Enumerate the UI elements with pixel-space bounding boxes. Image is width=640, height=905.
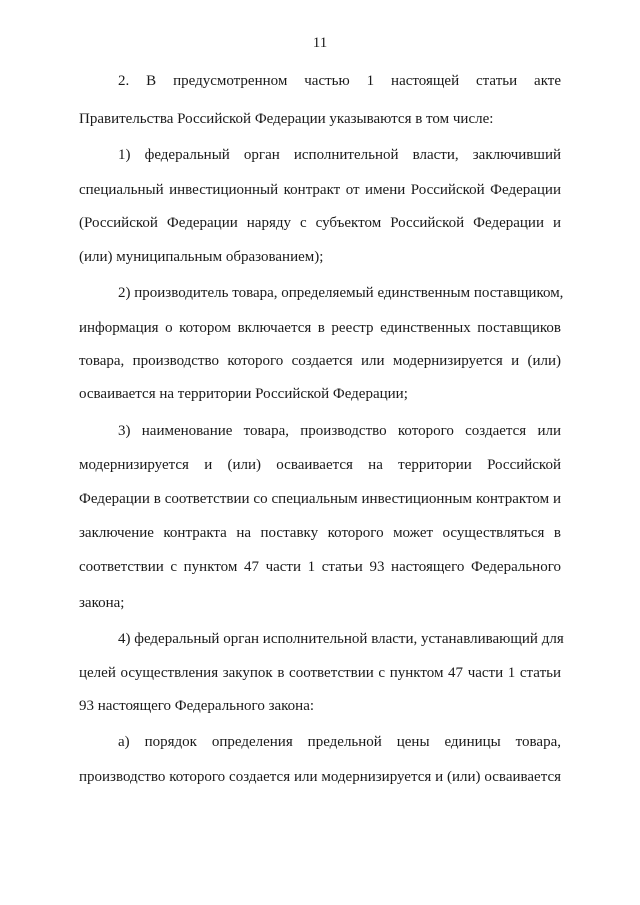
text-line: целей осуществления закупок в соответствии с пунктом 47 части 1 статьи: [79, 665, 561, 681]
text-line: соответствии с пунктом 47 части 1 статьи 93 настоящего Федерального: [79, 559, 561, 575]
text-line: 2) производитель товара, определяемый единственным поставщиком,: [118, 285, 564, 301]
text-line: модернизируется и (или) осваивается на территории Российской: [79, 457, 561, 473]
text-line: закона;: [79, 595, 125, 611]
text-line: 4) федеральный орган исполнительной власти, устанавливающий для: [118, 631, 564, 647]
text-line: 2. В предусмотренном частью 1 настоящей статьи акте: [118, 73, 561, 89]
page-number: 11: [312, 35, 328, 51]
text-line: Правительства Российской Федерации указываются в том числе:: [79, 111, 494, 127]
text-line: информация о котором включается в реестр единственных поставщиков: [79, 320, 561, 336]
text-line: Федерации в соответствии со специальным инвестиционным контрактом и: [79, 491, 561, 507]
text-line: производство которого создается или модернизируется и (или) осваивается: [79, 769, 561, 785]
text-line: заключение контракта на поставку которого может осуществляться в: [79, 525, 561, 541]
text-line: 3) наименование товара, производство которого создается или: [118, 423, 561, 439]
text-line: (Российской Федерации наряду с субъектом Российской Федерации и: [79, 215, 561, 231]
text-line: (или) муниципальным образованием);: [79, 249, 324, 265]
text-line: товара, производство которого создается или модернизируется и (или): [79, 353, 561, 369]
text-line: а) порядок определения предельной цены единицы товара,: [118, 734, 561, 750]
text-line: осваивается на территории Российской Федерации;: [79, 386, 408, 402]
text-line: 93 настоящего Федерального закона:: [79, 698, 315, 714]
text-line: 1) федеральный орган исполнительной власти, заключивший: [118, 147, 561, 163]
text-line: специальный инвестиционный контракт от имени Российской Федерации: [79, 182, 561, 198]
